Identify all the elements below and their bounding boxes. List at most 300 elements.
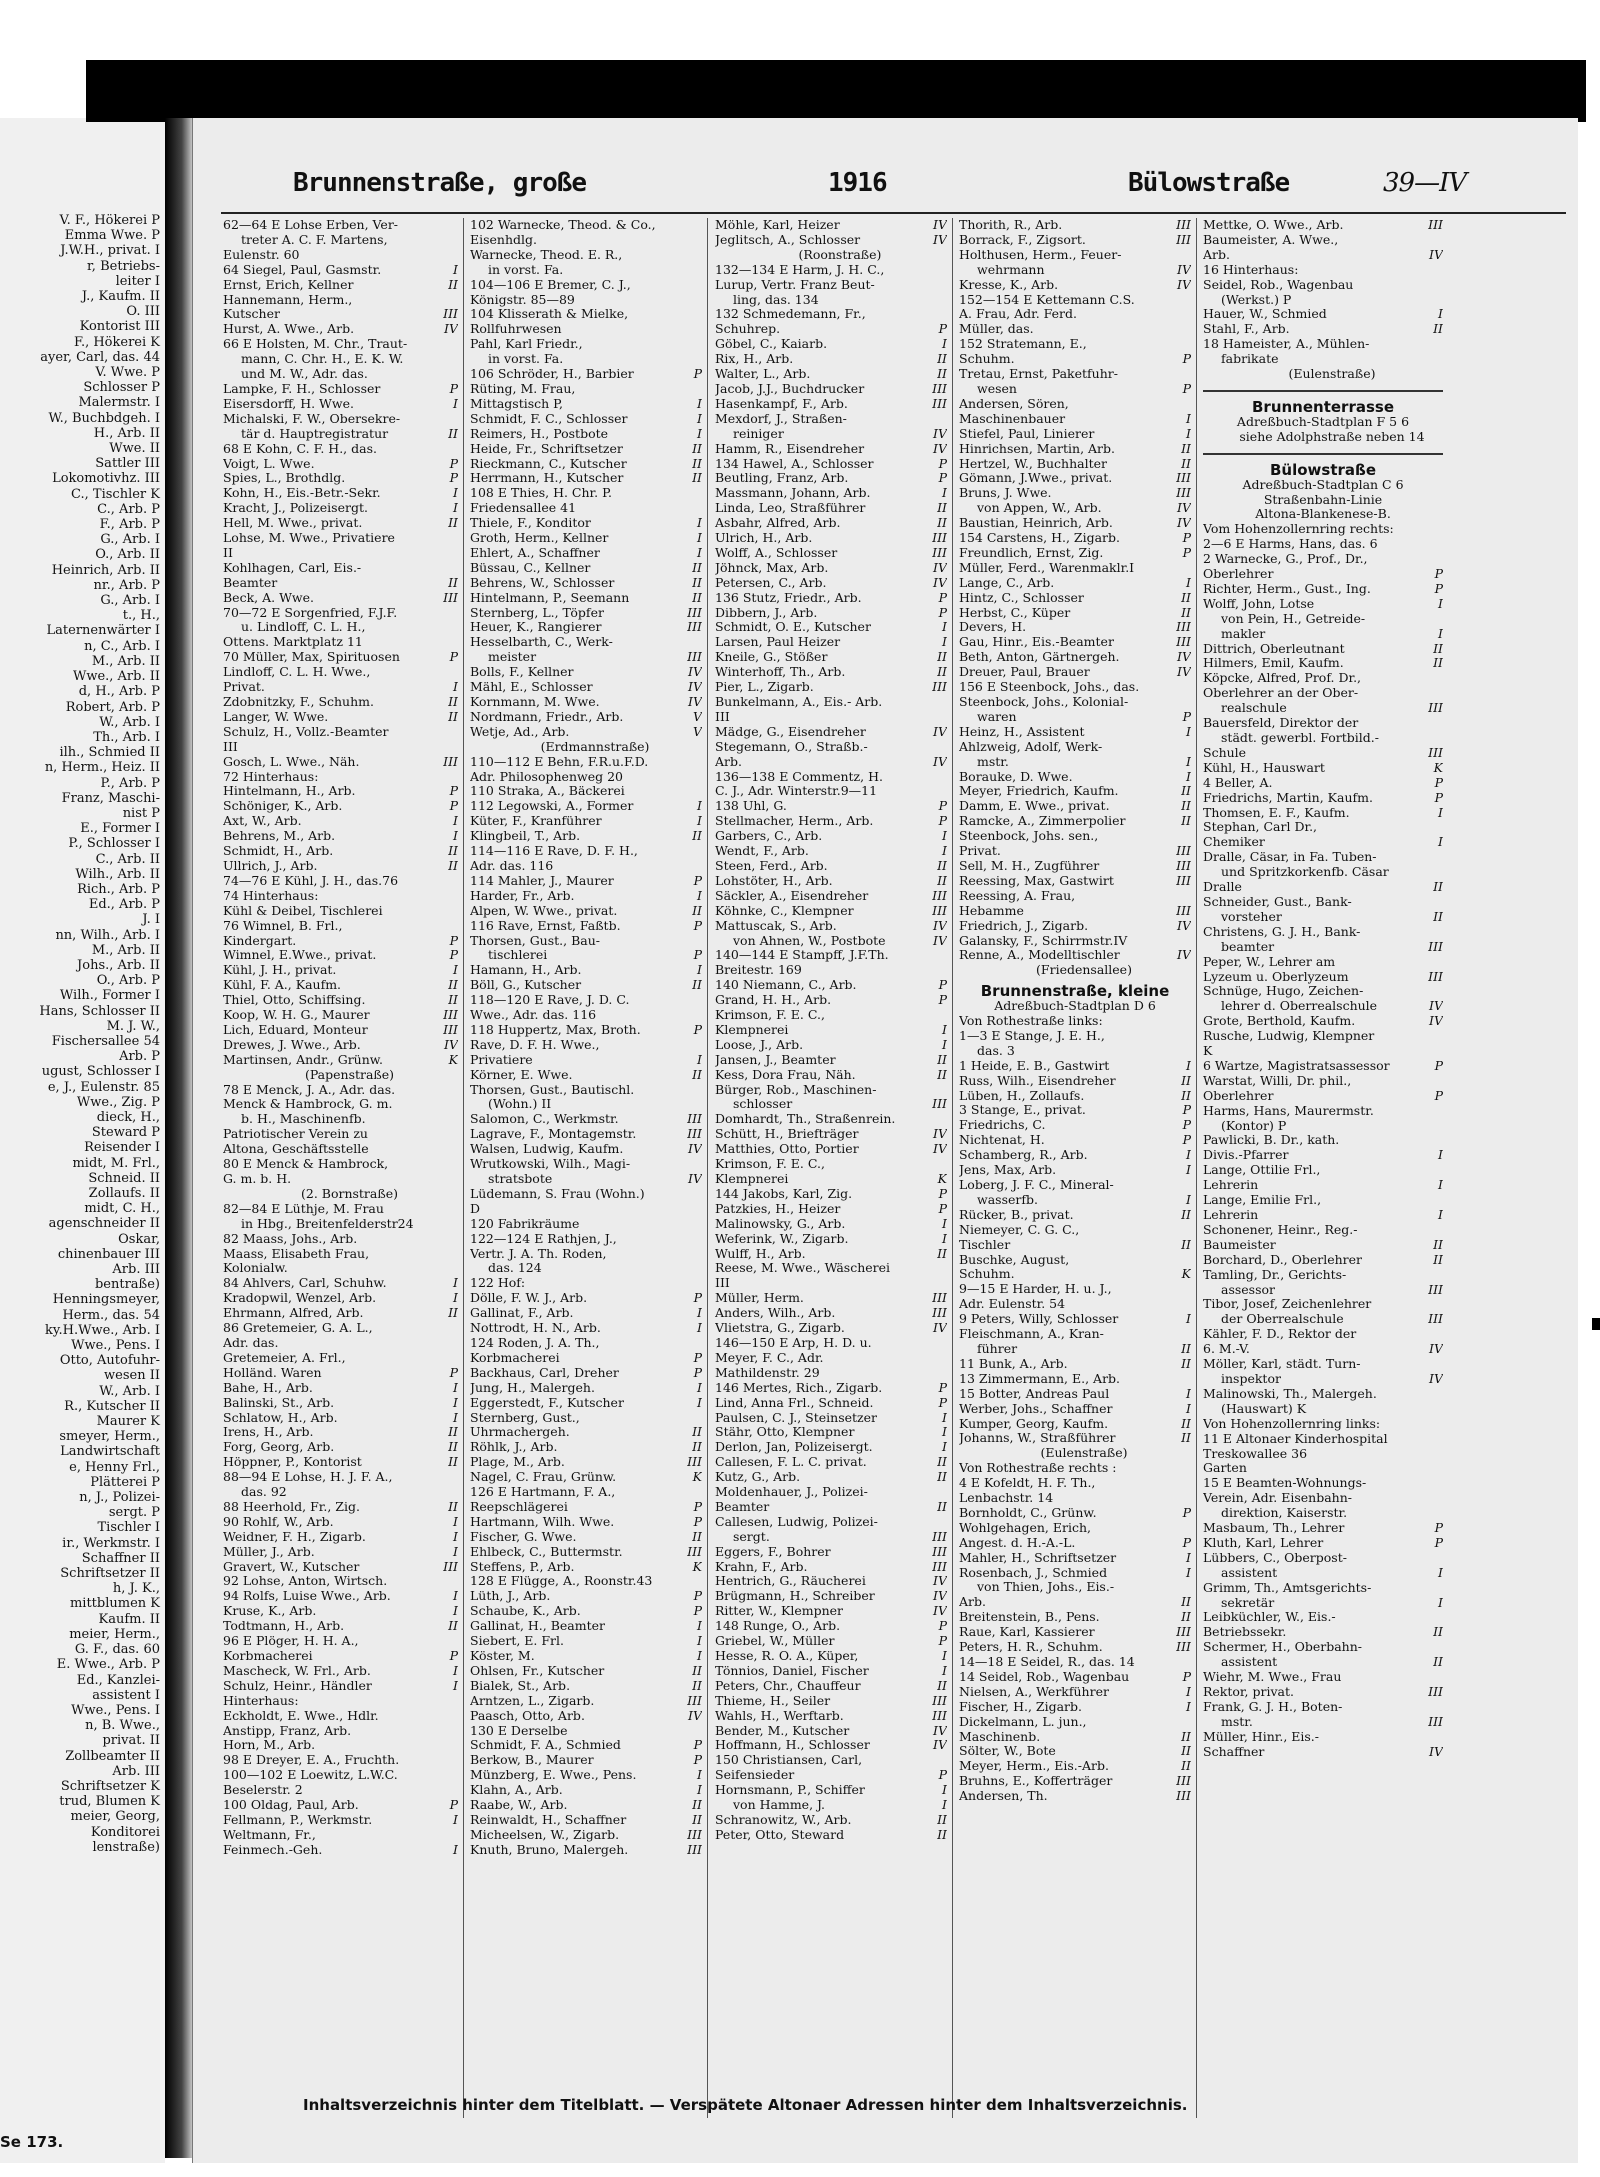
directory-entry-line: Callesen, Ludwig, Polizei- xyxy=(715,1514,878,1529)
floor-marker: II xyxy=(1181,784,1191,799)
directory-entry-line xyxy=(1203,642,1443,657)
entry-text: Meyer, Friedrich, Kaufm. xyxy=(959,784,1119,799)
entry-text: Thiel, Otto, Schiffsing. xyxy=(223,993,366,1008)
directory-entry-line xyxy=(470,889,702,904)
floor-marker: IV xyxy=(688,680,702,695)
left-page-line: e, J., Eulenstr. 85 xyxy=(47,1079,160,1095)
floor-marker: P xyxy=(449,799,458,814)
entry-text: stratsbote xyxy=(488,1172,553,1186)
directory-entry-line xyxy=(959,1670,1191,1685)
floor-marker: III xyxy=(687,1127,702,1142)
directory-entry-line xyxy=(715,397,947,412)
directory-entry-line xyxy=(959,1774,1191,1789)
floor-marker: I xyxy=(1186,575,1191,590)
floor-marker: III xyxy=(1176,1640,1191,1655)
directory-entry-line xyxy=(1203,1238,1443,1253)
floor-marker: I xyxy=(1438,626,1443,641)
floor-marker: I xyxy=(1186,1148,1191,1163)
directory-entry-line: A. Frau, Adr. Ferd. xyxy=(959,307,1077,322)
directory-entry-line xyxy=(470,471,702,486)
column-divider xyxy=(463,218,464,2118)
floor-marker: P xyxy=(449,650,458,665)
floor-marker: II xyxy=(937,858,947,873)
floor-marker: II xyxy=(937,665,947,680)
entry-text: Hintelmann, H., Arb. xyxy=(223,784,356,799)
floor-marker: II xyxy=(1181,1744,1191,1759)
entry-text: Spies, L., Brothdlg. xyxy=(223,471,346,486)
directory-entry-line xyxy=(470,710,702,725)
directory-entry-line xyxy=(223,397,458,412)
entry-text: Voigt, L. Wwe. xyxy=(223,456,315,471)
directory-entry-line xyxy=(715,1738,947,1753)
directory-entry-line: Tamling, Dr., Gerichts- xyxy=(1203,1267,1347,1282)
entry-text: Meyer, Herm., Eis.-Arb. xyxy=(959,1759,1109,1774)
directory-entry-line xyxy=(470,1306,702,1321)
floor-marker: K xyxy=(937,1172,947,1186)
floor-marker: P xyxy=(1182,381,1191,396)
entry-text: Reepschlägerei xyxy=(470,1499,568,1514)
floor-marker: I xyxy=(942,1231,947,1246)
floor-marker: I xyxy=(453,1291,458,1306)
directory-entry-line xyxy=(470,1112,702,1127)
entry-text: Kresse, K., Arb. xyxy=(959,277,1059,292)
entry-text: Sölter, W., Bote xyxy=(959,1744,1056,1759)
directory-entry-line xyxy=(470,1530,702,1545)
directory-entry-line: Köpcke, Alfred, Prof. Dr., xyxy=(1203,671,1362,686)
directory-entry-line xyxy=(470,1709,702,1724)
entry-text: Hamm, R., Eisendreher xyxy=(715,441,865,456)
entry-text: Jöhnck, Max, Arb. xyxy=(715,560,829,575)
floor-marker: P xyxy=(1182,709,1191,724)
directory-entry-line xyxy=(223,844,458,859)
directory-entry-line: Niemeyer, C. G. C., xyxy=(959,1222,1080,1237)
directory-entry-line: Warnecke, Theod. E. R., xyxy=(470,247,623,262)
floor-marker: I xyxy=(453,1589,458,1604)
left-page-line: smeyer, Herm., xyxy=(59,1429,160,1445)
floor-marker: III xyxy=(932,1097,947,1112)
entry-text: Kornmann, M. Wwe. xyxy=(470,695,600,709)
entry-text: Ohlsen, Fr., Kutscher xyxy=(470,1663,605,1678)
directory-entry-line: das. 124 xyxy=(488,1261,542,1276)
entry-text: Weferink, W., Zigarb. xyxy=(715,1231,849,1246)
entry-text: Axt, W., Arb. xyxy=(223,814,302,829)
directory-entry-line: 110 Straka, A., Bäckerei xyxy=(470,784,625,799)
directory-entry-line xyxy=(1203,1342,1443,1357)
floor-marker: I xyxy=(697,1768,702,1783)
directory-entry-line: Lurup, Vertr. Franz Beut- xyxy=(715,277,875,292)
entry-text: Drewes, J. Wwe., Arb. xyxy=(223,1037,361,1052)
directory-entry-line: G. m. b. H. xyxy=(223,1172,292,1186)
floor-marker: II xyxy=(448,1619,458,1634)
floor-marker: P xyxy=(1182,1118,1191,1133)
directory-entry-line xyxy=(470,1172,702,1187)
directory-entry-line xyxy=(470,1440,702,1455)
entry-text: Gallinat, H., Beamter xyxy=(470,1619,606,1634)
directory-entry-line xyxy=(715,904,947,919)
floor-marker: I xyxy=(1438,835,1443,850)
floor-marker: I xyxy=(697,1052,702,1067)
floor-marker: I xyxy=(942,1798,947,1813)
directory-entry-line xyxy=(223,814,458,829)
entry-text: Loose, J., Arb. xyxy=(715,1037,804,1052)
directory-entry-line xyxy=(470,620,702,635)
floor-marker: P xyxy=(938,1395,947,1410)
floor-marker: III xyxy=(443,1022,458,1037)
floor-marker: P xyxy=(449,456,458,471)
directory-entry-line: 146—150 E Arp, H. D. u. xyxy=(715,1335,872,1350)
directory-entry-line: 68 E Kohn, C. F. H., das. xyxy=(223,441,377,456)
directory-entry-line: 18 Hameister, A., Mühlen- xyxy=(1203,337,1370,352)
directory-entry-line: Rollfuhrwesen xyxy=(470,322,562,337)
directory-entry-line: D xyxy=(470,1201,481,1216)
floor-marker: P xyxy=(938,814,947,829)
left-page-line: Maurer K xyxy=(96,1414,160,1430)
directory-entry-line xyxy=(959,352,1191,367)
floor-marker: III xyxy=(1428,1714,1443,1729)
directory-entry-line: Kühl & Deibel, Tischlerei xyxy=(223,903,383,918)
entry-text: Friedrichs, Martin, Kaufm. xyxy=(1203,790,1373,805)
directory-entry-line: 118—120 E Rave, J. D. C. xyxy=(470,993,630,1008)
directory-entry-line xyxy=(223,307,458,322)
left-page-line: Schlosser P xyxy=(83,380,160,396)
directory-entry-line xyxy=(959,1431,1191,1446)
directory-entry-line xyxy=(959,1789,1191,1804)
entry-text: Fischer, G. Wwe. xyxy=(470,1529,577,1544)
directory-entry-line xyxy=(715,352,947,367)
entry-text: Hebamme xyxy=(959,903,1024,918)
left-page-line: d, H., Arb. P xyxy=(78,684,160,700)
entry-text: Bruns, J. Wwe. xyxy=(959,486,1052,501)
floor-marker: P xyxy=(938,978,947,993)
directory-entry-line: (Kontor) P xyxy=(1221,1118,1287,1133)
floor-marker: I xyxy=(942,1783,947,1798)
floor-marker: II xyxy=(1433,880,1443,895)
directory-entry-line: 130 E Derselbe xyxy=(470,1723,568,1738)
directory-entry-line xyxy=(959,531,1191,546)
floor-marker: P xyxy=(1434,1521,1443,1536)
entry-text: Borchard, D., Oberlehrer xyxy=(1203,1252,1363,1267)
left-page-line: n, Herm., Heiz. II xyxy=(44,760,160,776)
floor-marker: II xyxy=(1433,1655,1443,1670)
directory-entry-line xyxy=(470,516,702,531)
floor-marker: II xyxy=(448,993,458,1008)
floor-marker: IV xyxy=(933,575,947,590)
directory-entry-line xyxy=(223,263,458,278)
entry-text: assistent xyxy=(1221,1655,1278,1670)
left-page-line: trud, Blumen K xyxy=(59,1794,160,1810)
floor-marker: II xyxy=(1433,909,1443,924)
directory-entry-line: Krimson, F. E. C., xyxy=(715,1008,825,1023)
directory-entry-line xyxy=(470,1649,702,1664)
left-page-line: C., Arb. P xyxy=(97,501,160,517)
directory-entry-line: in vorst. Fa. xyxy=(488,262,564,277)
entry-text: Linda, Leo, Straßführer xyxy=(715,501,866,516)
entry-text: Stellmacher, Herm., Arb. xyxy=(715,814,874,829)
entry-text: Lehrerin xyxy=(1203,1178,1259,1193)
floor-marker: I xyxy=(1186,1312,1191,1327)
directory-entry-line: 2—6 E Harms, Hans, das. 6 xyxy=(1203,537,1378,552)
directory-entry-line xyxy=(959,755,1191,770)
floor-marker: III xyxy=(1176,232,1191,247)
directory-entry-line xyxy=(715,829,947,844)
floor-marker: P xyxy=(693,873,702,888)
directory-entry-line xyxy=(715,1038,947,1053)
left-page-line: ayer, Carl, das. 44 xyxy=(40,349,160,365)
directory-entry-line xyxy=(715,1142,947,1157)
directory-entry-line xyxy=(223,1366,458,1381)
floor-marker: I xyxy=(453,1529,458,1544)
floor-marker: II xyxy=(448,516,458,531)
left-page-line: Robert, Arb. P xyxy=(65,699,160,715)
directory-entry-line xyxy=(470,695,702,710)
directory-entry-line: Ahlzweig, Adolf, Werk- xyxy=(959,739,1103,754)
directory-entry-line xyxy=(223,1440,458,1455)
directory-entry-line xyxy=(223,1455,458,1470)
directory-entry-line xyxy=(959,874,1191,889)
directory-entry-line: (Wohn.) II xyxy=(488,1097,552,1112)
entry-text: Hauer, W., Schmied xyxy=(1203,307,1327,322)
directory-entry-line: b. H., Maschinenfb. xyxy=(241,1112,366,1127)
directory-entry-line: Moldenhauer, J., Polizei- xyxy=(715,1485,868,1500)
left-page-line: dieck, H., xyxy=(96,1109,160,1125)
entry-text: Gallinat, F., Arb. xyxy=(470,1306,574,1321)
directory-entry-line xyxy=(715,1545,947,1560)
floor-marker: P xyxy=(693,1589,702,1604)
directory-entry-line xyxy=(959,799,1191,814)
directory-entry-line xyxy=(223,1560,458,1575)
directory-entry-line xyxy=(470,1500,702,1515)
entry-text: Andersen, Th. xyxy=(959,1789,1048,1804)
floor-marker: P xyxy=(1182,1133,1191,1148)
floor-marker: II xyxy=(1181,456,1191,471)
entry-text: Bruhns, E., Kofferträger xyxy=(959,1774,1113,1789)
left-page-line: Wilh., Arb. II xyxy=(75,866,160,882)
entry-text: 118 Huppertz, Max, Broth. xyxy=(470,1022,641,1037)
floor-marker: I xyxy=(1186,1401,1191,1416)
entry-text: tär d. Hauptregistratur xyxy=(241,426,389,441)
directory-entry-line xyxy=(715,755,947,770)
left-page-line: R., Kutscher II xyxy=(64,1398,160,1414)
floor-marker: II xyxy=(448,1306,458,1321)
floor-marker: I xyxy=(453,1544,458,1559)
floor-marker: P xyxy=(938,1186,947,1201)
floor-marker: III xyxy=(443,1008,458,1023)
floor-marker: III xyxy=(687,620,702,635)
floor-marker: II xyxy=(1181,1729,1191,1744)
floor-marker: P xyxy=(938,605,947,620)
directory-entry-line: 14—18 E Seidel, R., das. 14 xyxy=(959,1655,1135,1669)
directory-entry-line: (Werkst.) P xyxy=(1221,292,1292,307)
directory-entry-line xyxy=(1203,970,1443,985)
entry-text: Jung, H., Malergeh. xyxy=(470,1380,595,1395)
floor-marker: I xyxy=(697,531,702,546)
left-page-line: Malermstr. I xyxy=(78,395,160,411)
directory-entry-line xyxy=(715,650,947,665)
directory-entry-line: Christens, G. J. H., Bank- xyxy=(1203,924,1361,939)
entry-text: Heinz, H., Assistent xyxy=(959,724,1085,739)
entry-text: Peter, Otto, Steward xyxy=(715,1827,845,1842)
directory-entry-line: direktion, Kaiserstr. xyxy=(1221,1506,1348,1521)
floor-marker: III xyxy=(1428,701,1443,716)
directory-entry-line: und Spritzkorkenfb. Cäsar xyxy=(1221,865,1389,880)
directory-entry-line xyxy=(1203,248,1443,263)
floor-marker: I xyxy=(942,1022,947,1037)
entry-text: 94 Rolfs, Luise Wwe., Arb. xyxy=(223,1589,391,1604)
floor-marker: III xyxy=(1428,1685,1443,1699)
entry-text: Mittagstisch P, xyxy=(470,396,564,411)
entry-text: Heuer, K., Rangierer xyxy=(470,620,602,635)
left-page-line: ky.H.Wwe., Arb. I xyxy=(44,1322,160,1338)
entry-text: Krahn, F., Arb. xyxy=(715,1559,808,1574)
floor-marker: III xyxy=(1176,903,1191,918)
directory-entry-line xyxy=(223,829,458,844)
floor-marker: P xyxy=(693,948,702,963)
directory-entry-line xyxy=(715,471,947,486)
floor-marker: I xyxy=(1186,1565,1191,1580)
directory-entry-line xyxy=(959,233,1191,248)
directory-entry-line xyxy=(715,367,947,382)
entry-text: Vlietstra, G., Zigarb. xyxy=(715,1321,845,1336)
floor-marker: IV xyxy=(1177,516,1191,531)
directory-entry-line: u. Lindloff, C. L. H., xyxy=(241,620,366,635)
entry-text: Plage, M., Arb. xyxy=(470,1455,565,1470)
column-5 xyxy=(1203,218,1443,1760)
directory-entry-line xyxy=(715,1634,947,1649)
directory-entry-line xyxy=(959,1402,1191,1417)
directory-entry-line: Adreßbuch-Stadtplan D 6 xyxy=(994,999,1156,1014)
floor-marker: II xyxy=(448,277,458,292)
directory-entry-line xyxy=(959,471,1191,486)
directory-entry-line: Horn, M., Arb. xyxy=(223,1738,316,1753)
left-page-line: M. J. W., xyxy=(106,1018,160,1034)
left-page-line: Schaffner II xyxy=(81,1550,160,1566)
left-page-line: Arb. III xyxy=(112,1262,160,1278)
left-page-line: Arb. P xyxy=(119,1049,160,1065)
entry-text: Korbmacherei xyxy=(470,1350,560,1365)
entry-text: Höppner, P., Kontorist xyxy=(223,1455,362,1470)
directory-entry-line xyxy=(223,755,458,770)
directory-entry-line xyxy=(470,904,702,919)
floor-marker: P xyxy=(449,381,458,396)
directory-entry-line: Malinowski, Th., Malergeh. xyxy=(1203,1386,1377,1401)
left-page-line: J., Kaufm. II xyxy=(81,289,160,305)
entry-text: Schaffner xyxy=(1203,1744,1265,1759)
directory-entry-line xyxy=(959,486,1191,501)
directory-entry-line xyxy=(715,874,947,889)
directory-entry-line xyxy=(1203,1536,1443,1551)
entry-text: Thomsen, E. F., Kaufm. xyxy=(1203,805,1350,820)
directory-entry-line xyxy=(959,1700,1191,1715)
directory-entry-line xyxy=(1203,791,1443,806)
directory-entry-line xyxy=(715,531,947,546)
floor-marker: III xyxy=(687,1544,702,1559)
directory-entry-line: 104—106 E Bremer, C. J., xyxy=(470,277,631,292)
floor-marker: I xyxy=(697,1649,702,1663)
directory-entry-line xyxy=(223,1679,458,1694)
column-1 xyxy=(223,218,458,1858)
directory-entry-line xyxy=(470,1291,702,1306)
directory-entry-line xyxy=(715,1470,947,1485)
directory-entry-line: Peper, W., Lehrer am xyxy=(1203,954,1336,969)
directory-entry-line: Von Rothestraße links: xyxy=(959,1014,1103,1029)
directory-entry-line xyxy=(715,725,947,740)
entry-text: Wetje, Ad., Arb. xyxy=(470,724,570,739)
entry-text: lehrer d. Oberrealschule xyxy=(1221,999,1378,1014)
directory-entry-line: 62—64 E Lohse Erben, Ver- xyxy=(223,218,399,232)
entry-text: Tönnios, Daniel, Fischer xyxy=(715,1663,869,1678)
entry-text: Herrmann, H., Kutscher xyxy=(470,471,624,486)
directory-entry-line: Schulz, H., Vollz.-Beamter xyxy=(223,724,389,739)
left-page-line: t., H., xyxy=(122,608,160,624)
entry-text: Reinwaldt, H., Schaffner xyxy=(470,1812,627,1827)
directory-entry-line xyxy=(715,1217,947,1232)
entry-text: Dralle xyxy=(1203,880,1242,895)
floor-marker: IV xyxy=(933,1723,947,1738)
entry-text: Bornholdt, C., Grünw. xyxy=(959,1505,1097,1520)
left-page-line: P., Schlosser I xyxy=(68,836,160,852)
entry-text: Lohstöter, H., Arb. xyxy=(715,873,833,888)
floor-marker: III xyxy=(443,1559,458,1574)
entry-text: Forg, Georg, Arb. xyxy=(223,1440,335,1455)
left-page-line: C., Arb. II xyxy=(95,851,160,867)
entry-text: Freundlich, Ernst, Zig. xyxy=(959,545,1104,560)
entry-text: Müller, J., Arb. xyxy=(223,1544,315,1559)
directory-entry-line xyxy=(470,1768,702,1783)
entry-text: Seifensieder xyxy=(715,1768,795,1783)
floor-marker: II xyxy=(448,844,458,859)
floor-marker: II xyxy=(692,1529,702,1544)
entry-text: Klempnerei xyxy=(715,1172,789,1186)
directory-entry-line xyxy=(715,1798,947,1813)
entry-text: Stähr, Otto, Klempner xyxy=(715,1425,855,1440)
floor-marker: I xyxy=(1186,1684,1191,1699)
left-page-line: Plätterei P xyxy=(90,1474,160,1490)
directory-entry-line: 82 Maass, Johs., Arb. xyxy=(223,1231,358,1246)
entry-text: Raabe, W., Arb. xyxy=(470,1798,568,1813)
directory-entry-line xyxy=(470,546,702,561)
floor-marker: V xyxy=(692,709,702,724)
directory-entry-line: Harms, Hans, Maurermstr. xyxy=(1203,1103,1374,1118)
entry-text: Lind, Anna Frl., Schneid. xyxy=(715,1395,874,1410)
directory-entry-line xyxy=(715,233,947,248)
directory-entry-line xyxy=(959,1610,1191,1625)
directory-entry-line: Müller, Ferd., Warenmaklr.I xyxy=(959,560,1135,575)
entry-text: Schulz, Heinr., Händler xyxy=(223,1678,372,1693)
floor-marker: I xyxy=(697,1380,702,1395)
left-page-line: Ed., Kanzlei- xyxy=(76,1672,160,1688)
entry-text: 9 Peters, Willy, Schlosser xyxy=(959,1312,1119,1327)
directory-entry-line xyxy=(223,1396,458,1411)
entry-text: 15 Botter, Andreas Paul xyxy=(959,1386,1110,1401)
floor-marker: IV xyxy=(933,1738,947,1753)
directory-entry-line xyxy=(470,1619,702,1634)
floor-marker: I xyxy=(942,337,947,352)
directory-entry-line: III xyxy=(715,1276,730,1291)
directory-entry-line: (Eulenstraße) xyxy=(1288,367,1376,382)
section-separator xyxy=(1203,390,1443,392)
entry-text: Schmidt, F. A., Schmied xyxy=(470,1738,621,1753)
entry-text: tischlerei xyxy=(488,948,548,963)
directory-entry-line xyxy=(223,710,458,725)
directory-entry-line: Thorsen, Gust., Bautischl. xyxy=(470,1082,635,1097)
floor-marker: I xyxy=(1186,1550,1191,1565)
directory-entry-line: Hannemann, Herm., xyxy=(223,292,353,307)
directory-entry-line: Adr. das. 116 xyxy=(470,858,554,873)
directory-entry-line: 76 Wimnel, B. Frl., xyxy=(223,918,343,933)
directory-entry-line xyxy=(715,486,947,501)
directory-entry-line xyxy=(715,322,947,337)
floor-marker: III xyxy=(932,680,947,695)
